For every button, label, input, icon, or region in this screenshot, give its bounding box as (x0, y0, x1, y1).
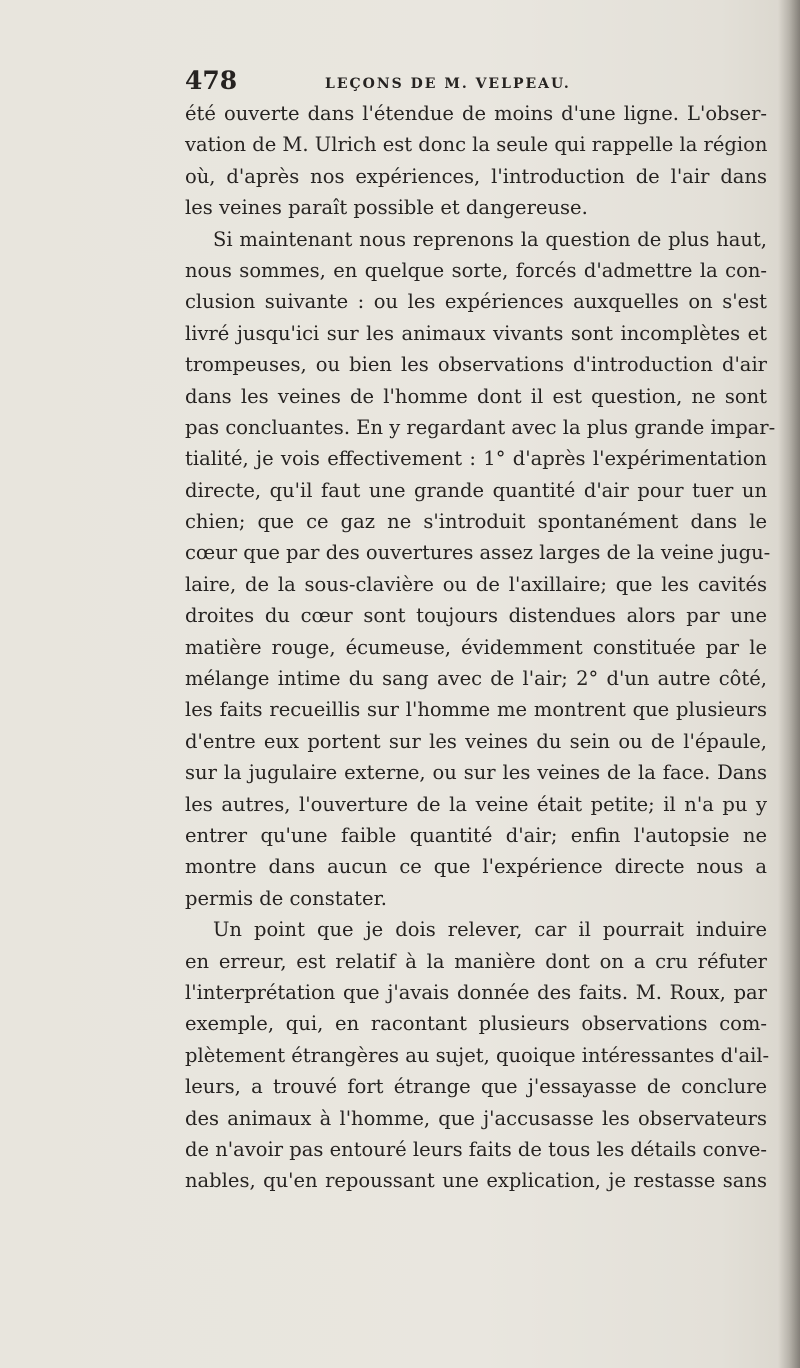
text-line: exemple, qui, en racontant plusieurs observations com- (185, 1012, 767, 1036)
text-line: été ouverte dans l'étendue de moins d'une ligne. L'obser- (185, 102, 767, 125)
text-line: chien; que ce gaz ne s'introduit spontanément dans le (185, 510, 767, 534)
running-title: LEÇONS DE M. VELPEAU. (325, 76, 571, 92)
page-number: 478 (185, 66, 238, 95)
body-text (185, 98, 776, 1197)
text-line: Si maintenant nous reprenons la question de plus haut, (213, 227, 767, 251)
text-line: mélange intime du sang avec de l'air; 2° d'un autre côté, (185, 667, 767, 691)
text-line: où, d'après nos expériences, l'introduction de l'air dans (185, 164, 767, 188)
text-line: de n'avoir pas entouré leurs faits de tous les détails conve- (185, 1137, 767, 1161)
text-line: laire, de la sous-clavière ou de l'axillaire; que les cavités (185, 572, 767, 596)
binding-shadow (778, 0, 800, 1368)
text-line: montre dans aucun ce que l'expérience directe nous a (185, 855, 767, 879)
text-line: dans les veines de l'homme dont il est question, ne sont (185, 384, 767, 408)
text-line: vation de M. Ulrich est donc la seule qui rappelle la région (185, 133, 768, 157)
text-line: cœur que par des ouvertures assez larges de la veine jugu- (185, 541, 771, 565)
text-line: d'entre eux portent sur les veines du sein ou de l'épaule, (185, 729, 767, 753)
text-line: entrer qu'une faible quantité d'air; enfin l'autopsie ne (185, 823, 767, 847)
text-line: les veines paraît possible et dangereuse. (185, 196, 588, 220)
text-line: trompeuses, ou bien les observations d'introduction d'air (185, 353, 767, 377)
text-line: des animaux à l'homme, que j'accusasse les observateurs (185, 1106, 767, 1130)
text-line: les faits recueillis sur l'homme me montrent que plusieurs (185, 698, 767, 722)
text-line: sur la jugulaire externe, ou sur les veines de la face. Dans (185, 761, 767, 785)
text-line: en erreur, est relatif à la manière dont on a cru réfuter (185, 949, 767, 973)
text-line: permis de constater. (185, 886, 387, 910)
text-line: plètement étrangères au sujet, quoique intéressantes d'ail- (185, 1043, 770, 1067)
text-line: matière rouge, écumeuse, évidemment constituée par le (185, 635, 767, 659)
text-line: nous sommes, en quelque sorte, forcés d'admettre la con- (185, 258, 767, 282)
text-line: droites du cœur sont toujours distendues alors par une (185, 604, 767, 628)
text-line: leurs, a trouvé fort étrange que j'essayasse de conclure (185, 1075, 767, 1099)
text-line: l'interprétation que j'avais donnée des faits. M. Roux, par (185, 980, 767, 1004)
text-line: Un point que je dois relever, car il pourrait induire (213, 918, 767, 942)
text-line: directe, qu'il faut une grande quantité d'air pour tuer un (185, 478, 767, 502)
text-line: livré jusqu'ici sur les animaux vivants sont incomplètes et (185, 321, 767, 345)
text-line: clusion suivante : ou les expériences auxquelles on s'est (185, 290, 767, 314)
text-line: nables, qu'en repoussant une explication, je restasse sans (185, 1169, 767, 1193)
text-line: pas concluantes. En y regardant avec la plus grande impar- (185, 415, 776, 439)
text-line: les autres, l'ouverture de la veine était petite; il n'a pu y (185, 792, 767, 816)
text-line: tialité, je vois effectivement : 1° d'après l'expérimentation (185, 447, 767, 471)
